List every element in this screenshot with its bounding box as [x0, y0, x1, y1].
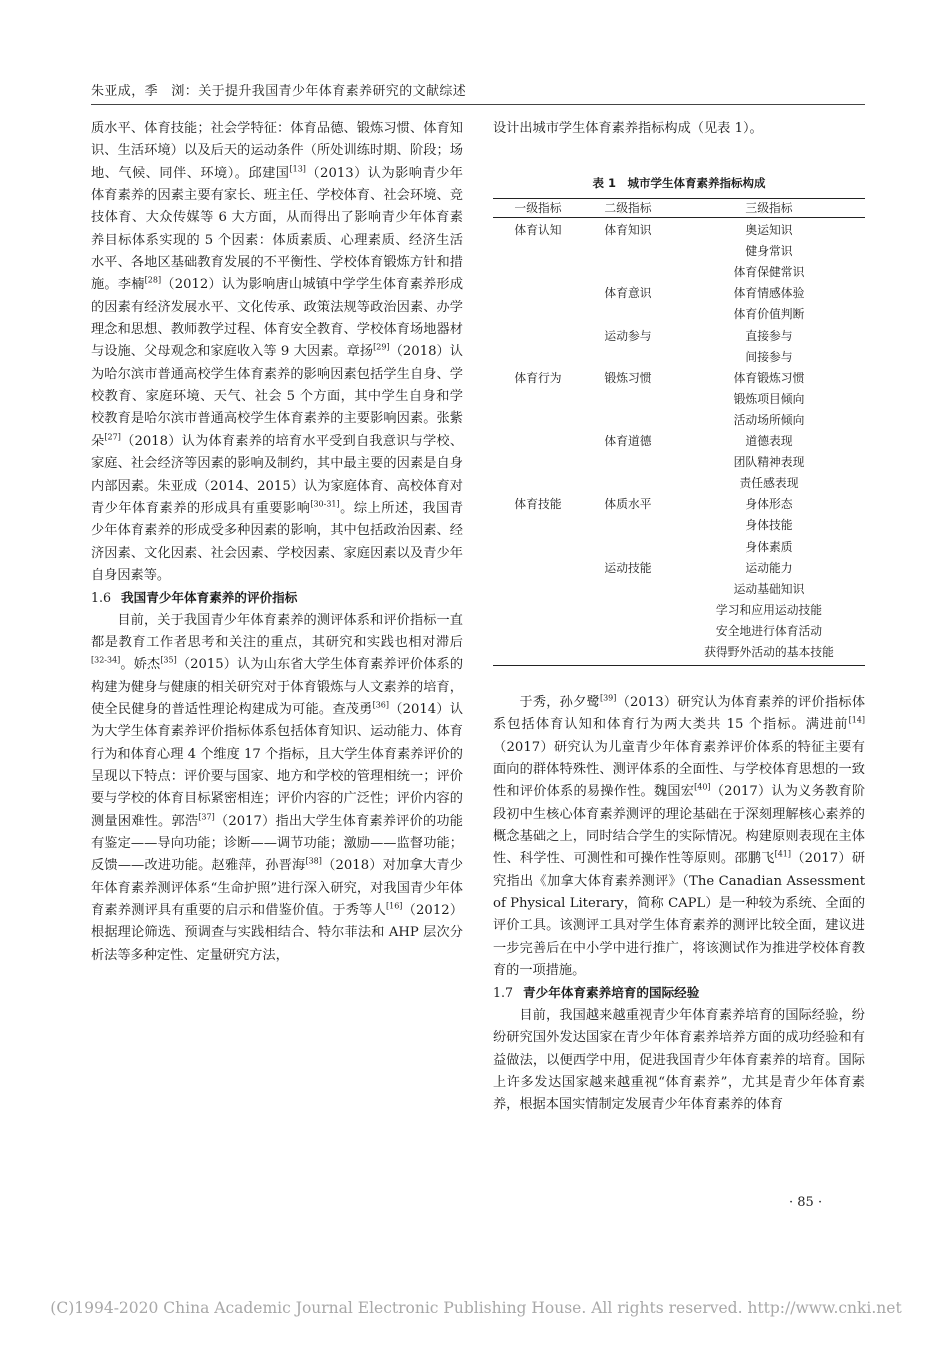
level3-cell: 运动基础知识 — [733, 581, 805, 596]
page-number: · 85 · — [789, 1195, 823, 1210]
level3-cell: 健身常识 — [745, 244, 793, 259]
text-run: （2018）认为体育素养的培育水平受到自我意识与学校、家庭、社会经济等因素的影响及制约，其中最主要的因素是自身内部因素。朱亚成（2014、2015）认为家庭体育、高校体育对青少年体育素养的形成具有重要影响 — [91, 433, 464, 516]
citation-ref: [28] — [144, 276, 162, 286]
citation-ref: [39] — [599, 693, 617, 703]
level3-cell: 责任感表现 — [739, 476, 799, 491]
table-header-cell: 三级指标 — [745, 201, 793, 215]
text-run: （2018）认为哈尔滨市普通高校学生体育素养的影响因素包括学生自身、学校教育、家庭环境、天气、社会 5 个方面，其中学生自身和学校教育是哈尔滨市普通高校学生体育素养的主要影响因素。张紫朵 — [91, 344, 463, 449]
level3-cell: 身体形态 — [745, 497, 793, 512]
paragraph-international-experience: 目前，我国越来越重视青少年体育素养培育的国际经验，纷纷研究国外发达国家在青少年体育素养培养方面的成功经验和有益做法，以便西学中用，促进我国青少年体育素养的培育。国际上许多发达国家越来越重视“体育素养”，尤其是青少年体育素养，根据本国实情制定发展青少年体育素养的体育 — [493, 1007, 865, 1113]
level3-cell: 学习和应用运动技能 — [715, 602, 823, 617]
copyright-footer: (C)1994-2020 China Academic Journal Electronic Publishing House. All rights reserved. http://www.cnki.net — [50, 1299, 902, 1317]
text-run: （2017）研究指出《加拿大体育素养测评》（The Canadian Assessment of Physical Literary，简称 CAPL）是一种较为系统、全面的评价工具。该测评工具对学生体育素养的测评比较全面，建议进一步完善后在中小学中进行推广，将该测试作为推进学校体育教育的一项措施。 — [493, 851, 866, 979]
level3-cell: 团队精神表现 — [733, 455, 805, 470]
level3-cell: 奥运知识 — [745, 223, 793, 237]
level2-cell: 体质水平 — [604, 497, 652, 512]
level3-cell: 身体技能 — [745, 518, 793, 533]
level2-cell: 锻炼习惯 — [604, 370, 652, 385]
level2-cell: 运动参与 — [604, 328, 652, 343]
right-column-intro — [493, 118, 865, 140]
level3-cell: 锻炼项目倾向 — [733, 391, 805, 406]
level1-cell: 体育行为 — [514, 370, 562, 385]
citation-ref: [36] — [372, 700, 389, 710]
section-title: 青少年体育素养培育的国际经验 — [523, 985, 700, 1001]
table-header-rule — [493, 217, 865, 218]
level3-cell: 活动场所倾向 — [733, 412, 805, 427]
citation-ref: [41] — [774, 850, 791, 860]
table-caption: 表 1 城市学生体育素养指标构成 — [592, 176, 766, 190]
section-heading-1-6 — [91, 587, 463, 609]
text-run: （2015）认为山东省大学生体育素养评价体系的构建为健身与健康的相关研究对于体育锻炼与人文素养的培育，使全民健身的普适性理论构建成为可能。查茂勇 — [91, 657, 464, 717]
level3-cell: 运动能力 — [745, 560, 793, 575]
text-run: 于秀，孙夕鹭 — [519, 695, 600, 710]
section-title: 我国青少年体育素养的评价指标 — [121, 590, 298, 606]
level1-cell: 体育技能 — [514, 497, 562, 512]
text-run: （2013）认为影响青少年体育素养的因素主要有家长、班主任、学校体育、社会环境、竞技体育、大众传媒等 6 大方面，从而得出了影响青少年体育素养目标体系实现的 5 个因素：体质素质、心理素质、经济生活水平、各地区基础教育发展的不平衡性、学校体育锻炼方针和措施。李楠 — [91, 165, 463, 293]
indicator-table — [493, 198, 865, 666]
text-run: （2017）研究认为儿童青少年体育素养评价体系的特征主要有面向的群体特殊性、测评体系的全面性、与学校体育思想的一致性和评价体系的易操作性。魏国宏 — [493, 739, 865, 800]
level3-cell: 道德表现 — [745, 434, 793, 448]
citation-ref: [29] — [373, 343, 390, 353]
citation-ref: [37] — [198, 812, 215, 822]
level3-cell: 体育情感体验 — [733, 286, 805, 301]
text-run: 。娇杰 — [120, 657, 161, 673]
header-rule — [91, 104, 865, 105]
table-header-cell: 一级指标 — [514, 201, 562, 215]
text-run: （2017）指出大学生体育素养评价的功能有鉴定——导向功能；诊断——调节功能；激励——监督功能；反馈——改进功能。赵雅萍，孙晋海 — [91, 813, 463, 874]
level3-cell: 间接参与 — [745, 349, 793, 364]
section-number: 1.7 — [493, 985, 514, 1001]
level3-cell: 安全地进行体育活动 — [715, 623, 823, 638]
level3-cell: 直接参与 — [745, 328, 793, 343]
text-run: 目前，关于我国青少年体育素养的测评体系和评价指标一直都是教育工作者思考和关注的重点，其研究和实践也相对滞后 — [91, 612, 463, 650]
citation-ref: [35] — [160, 655, 177, 665]
running-header: 朱亚成，季 浏：关于提升我国青少年体育素养研究的文献综述 — [91, 84, 467, 99]
text-run: （2018）对加拿大青少年体育素养测评体系“生命护照”进行深入研究，对我国青少年体育素养测评具有重要的启示和借鉴价值。于秀等人 — [91, 858, 464, 919]
table-header-cell: 二级指标 — [604, 201, 652, 215]
citation-ref: [13] — [289, 164, 306, 174]
level3-cell: 获得野外活动的基本技能 — [704, 645, 834, 659]
level2-cell: 体育道德 — [604, 434, 652, 448]
level2-cell: 体育知识 — [604, 223, 652, 237]
section-number: 1.6 — [91, 590, 112, 606]
level3-cell: 体育保健常识 — [733, 265, 805, 280]
level3-cell: 体育锻炼习惯 — [733, 370, 805, 385]
level2-cell: 运动技能 — [604, 560, 652, 575]
text-run: （2012）认为影响唐山城镇中学学生体育素养形成的因素有经济发展水平、文化传承、政策法规等政治因素、办学理念和思想、教师教学过程、体育安全教育、学校体育场地器材与设施、父母观念和家庭收入等 9 大因素。章扬 — [91, 277, 464, 360]
citation-ref: [14] — [848, 715, 865, 725]
citation-ref: [27] — [104, 432, 121, 442]
level2-cell: 体育意识 — [604, 286, 652, 301]
level3-cell: 体育价值判断 — [733, 307, 805, 322]
paragraph-evaluation-indicators — [91, 610, 463, 968]
level3-cell: 身体素质 — [745, 539, 793, 554]
text-run: （2017）认为义务教育阶段初中生核心体育素养测评的理论基础在于深刻理解核心素养的概念基础之上，同时结合学生的实际情况。构建原则表现在主体性、科学性、可测性和可操作性等原则。邵鹏飞 — [493, 784, 866, 867]
text-run: 。综上所述，我国青少年体育素养的形成受多种因素的影响，其中包括政治因素、经济因素、文化因素、社会因素、学校因素、家庭因素以及青少年自身因素等。 — [91, 500, 464, 583]
citation-ref: [38] — [305, 856, 322, 866]
citation-ref: [32-34] — [91, 655, 121, 665]
left-column — [91, 118, 463, 967]
level1-cell: 体育认知 — [514, 223, 562, 237]
citation-ref: [40] — [694, 782, 711, 792]
text-run: 质水平、体育技能；社会学特征：体育品德、锻炼习惯、体育知识、生活环境）以及后天的运动条件（所处训练时期、阶段；场地、气候、同伴、环境）。邱建国 — [91, 121, 463, 181]
section-heading-1-7 — [493, 982, 865, 1004]
right-column-body — [493, 692, 865, 1117]
paragraph-influencing-factors — [91, 118, 463, 587]
citation-ref: [30-31] — [310, 499, 340, 509]
text-run: （2013）研究认为体育素养的评价指标体系包括体育认知和体育行为两大类共 15 个指标。满进前 — [493, 695, 865, 733]
citation-ref: [16] — [385, 901, 403, 911]
paragraph-evaluation-systems — [493, 692, 865, 982]
text-run: （2012）根据理论筛选、预调查与实践相结合、特尔菲法和 AHP 层次分析法等多种定性、定量研究方法， — [91, 903, 464, 963]
table-intro-text: 设计出城市学生体育素养指标构成（见表 1）。 — [493, 121, 763, 136]
text-run: （2014）认为大学生体育素养评价指标体系包括体育知识、运动能力、体育行为和体育心理 4 个维度 17 个指标，且大学生体育素养评价的呈现以下特点：评价要与国家、地方和学校的管理相统一；评价要与学校的体育目标紧密相连；评价内容的广泛性；评价内容的测量困难性。郭浩 — [91, 701, 464, 829]
